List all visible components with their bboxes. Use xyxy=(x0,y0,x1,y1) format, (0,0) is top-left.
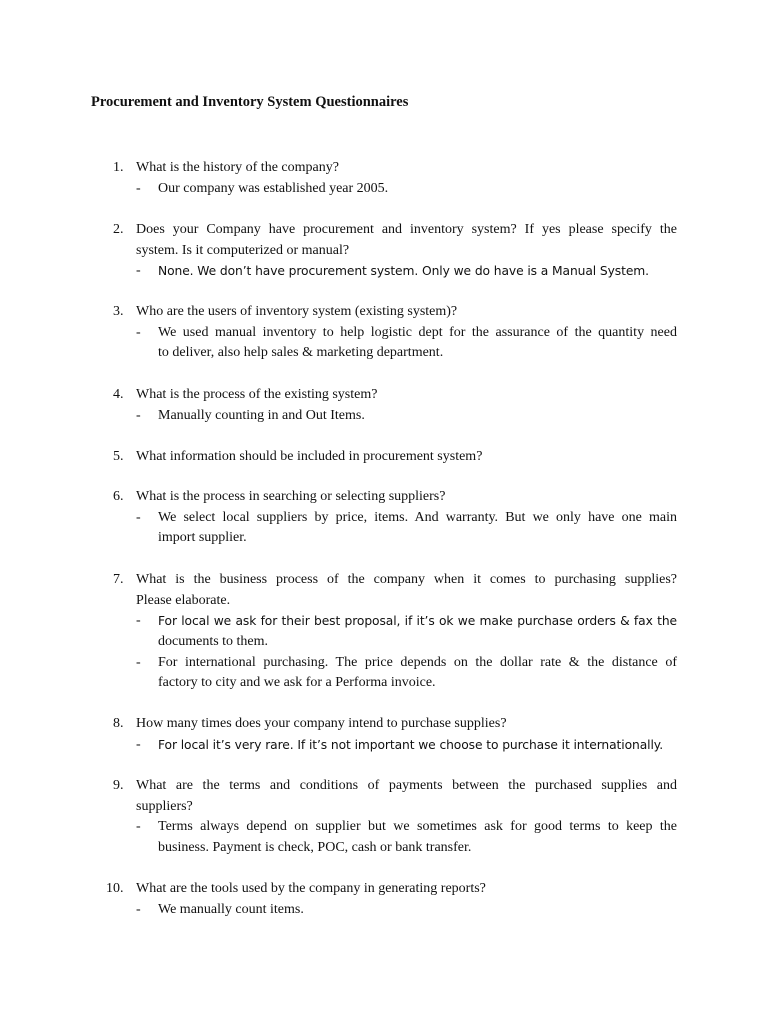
question-text: Please elaborate. xyxy=(136,592,231,608)
question-text: What information should be included in procurement system? xyxy=(136,449,483,464)
answer-dash: - xyxy=(136,613,141,629)
answer-item xyxy=(0,611,768,652)
question-item xyxy=(0,487,768,549)
question-number: 8. xyxy=(113,716,124,731)
question-item xyxy=(0,302,768,364)
answer-text: We select local suppliers by price, items. And warranty. But we only have one main xyxy=(158,509,677,525)
answer-dash: - xyxy=(136,901,141,917)
answer-dash: - xyxy=(136,407,141,423)
question-item xyxy=(0,220,768,282)
question-text: What are the tools used by the company in generating reports? xyxy=(136,881,486,896)
question-text: What is the process in searching or selecting suppliers? xyxy=(136,489,446,504)
question-number: 2. xyxy=(113,222,124,237)
question-number: 10. xyxy=(106,881,124,896)
answer-text: import supplier. xyxy=(158,530,247,546)
question-text: Who are the users of inventory system (existing system)? xyxy=(136,304,458,319)
answer-text: documents to them. xyxy=(158,634,269,650)
question-item xyxy=(0,776,768,859)
answer-dash: - xyxy=(136,263,141,279)
answer-text: factory to city and we ask for a Performa invoice. xyxy=(158,675,436,691)
question-item xyxy=(0,158,768,199)
question-text: suppliers? xyxy=(136,798,193,814)
answer-item xyxy=(0,735,768,756)
answer-item xyxy=(0,508,768,549)
answer-text: None. We don’t have procurement system. Only we do have is a Manual System. xyxy=(158,264,649,279)
question-item xyxy=(0,447,768,468)
question-text: What is the business process of the company when it comes to purchasing supplies? xyxy=(136,572,677,587)
answer-item xyxy=(0,653,768,694)
answer-item xyxy=(0,406,768,427)
answer-text: For local it’s very rare. If it’s not important we choose to purchase it internationally. xyxy=(158,737,664,752)
answer-text: to deliver, also help sales & marketing department. xyxy=(158,345,444,361)
answer-text: We manually count items. xyxy=(158,901,304,917)
answer-dash: - xyxy=(136,819,141,835)
answer-text: For international purchasing. The price depends on the dollar rate & the distance of xyxy=(158,654,677,670)
answer-text: Our company was established year 2005. xyxy=(158,180,389,196)
question-number: 1. xyxy=(113,160,124,175)
answer-item xyxy=(0,323,768,364)
answer-dash: - xyxy=(136,180,141,196)
question-text: system. Is it computerized or manual? xyxy=(136,242,350,258)
answer-dash: - xyxy=(136,324,141,340)
answer-text: We used manual inventory to help logistic dept for the assurance of the quantity need xyxy=(158,324,677,340)
question-text: What is the process of the existing system? xyxy=(136,387,378,402)
answer-item xyxy=(0,179,768,200)
question-item xyxy=(0,385,768,426)
answer-text: For local we ask for their best proposal, if it’s ok we make purchase orders & fax the xyxy=(158,614,677,629)
question-number: 5. xyxy=(113,449,124,464)
question-number: 9. xyxy=(113,778,124,793)
question-text: What is the history of the company? xyxy=(136,160,339,175)
question-text: How many times does your company intend to purchase supplies? xyxy=(136,716,507,731)
answer-item xyxy=(0,817,768,858)
question-number: 7. xyxy=(113,572,124,587)
question-number: 6. xyxy=(113,489,124,504)
answer-text: Manually counting in and Out Items. xyxy=(158,407,365,423)
answer-text: business. Payment is check, POC, cash or bank transfer. xyxy=(158,840,472,856)
document-title: Procurement and Inventory System Questionnaires xyxy=(91,94,409,110)
answer-item xyxy=(0,900,768,921)
answer-text: Terms always depend on supplier but we sometimes ask for good terms to keep the xyxy=(158,819,677,835)
answer-dash: - xyxy=(136,509,141,525)
question-text: Does your Company have procurement and inventory system? If yes please specify the xyxy=(136,222,677,237)
question-item xyxy=(0,879,768,920)
answer-dash: - xyxy=(136,654,141,670)
question-number: 4. xyxy=(113,387,124,402)
question-text: What are the terms and conditions of payments between the purchased supplies and xyxy=(136,778,677,793)
answer-item xyxy=(0,261,768,282)
question-item xyxy=(0,570,768,694)
answer-dash: - xyxy=(136,736,141,752)
question-item xyxy=(0,714,768,755)
question-number: 3. xyxy=(113,304,124,319)
